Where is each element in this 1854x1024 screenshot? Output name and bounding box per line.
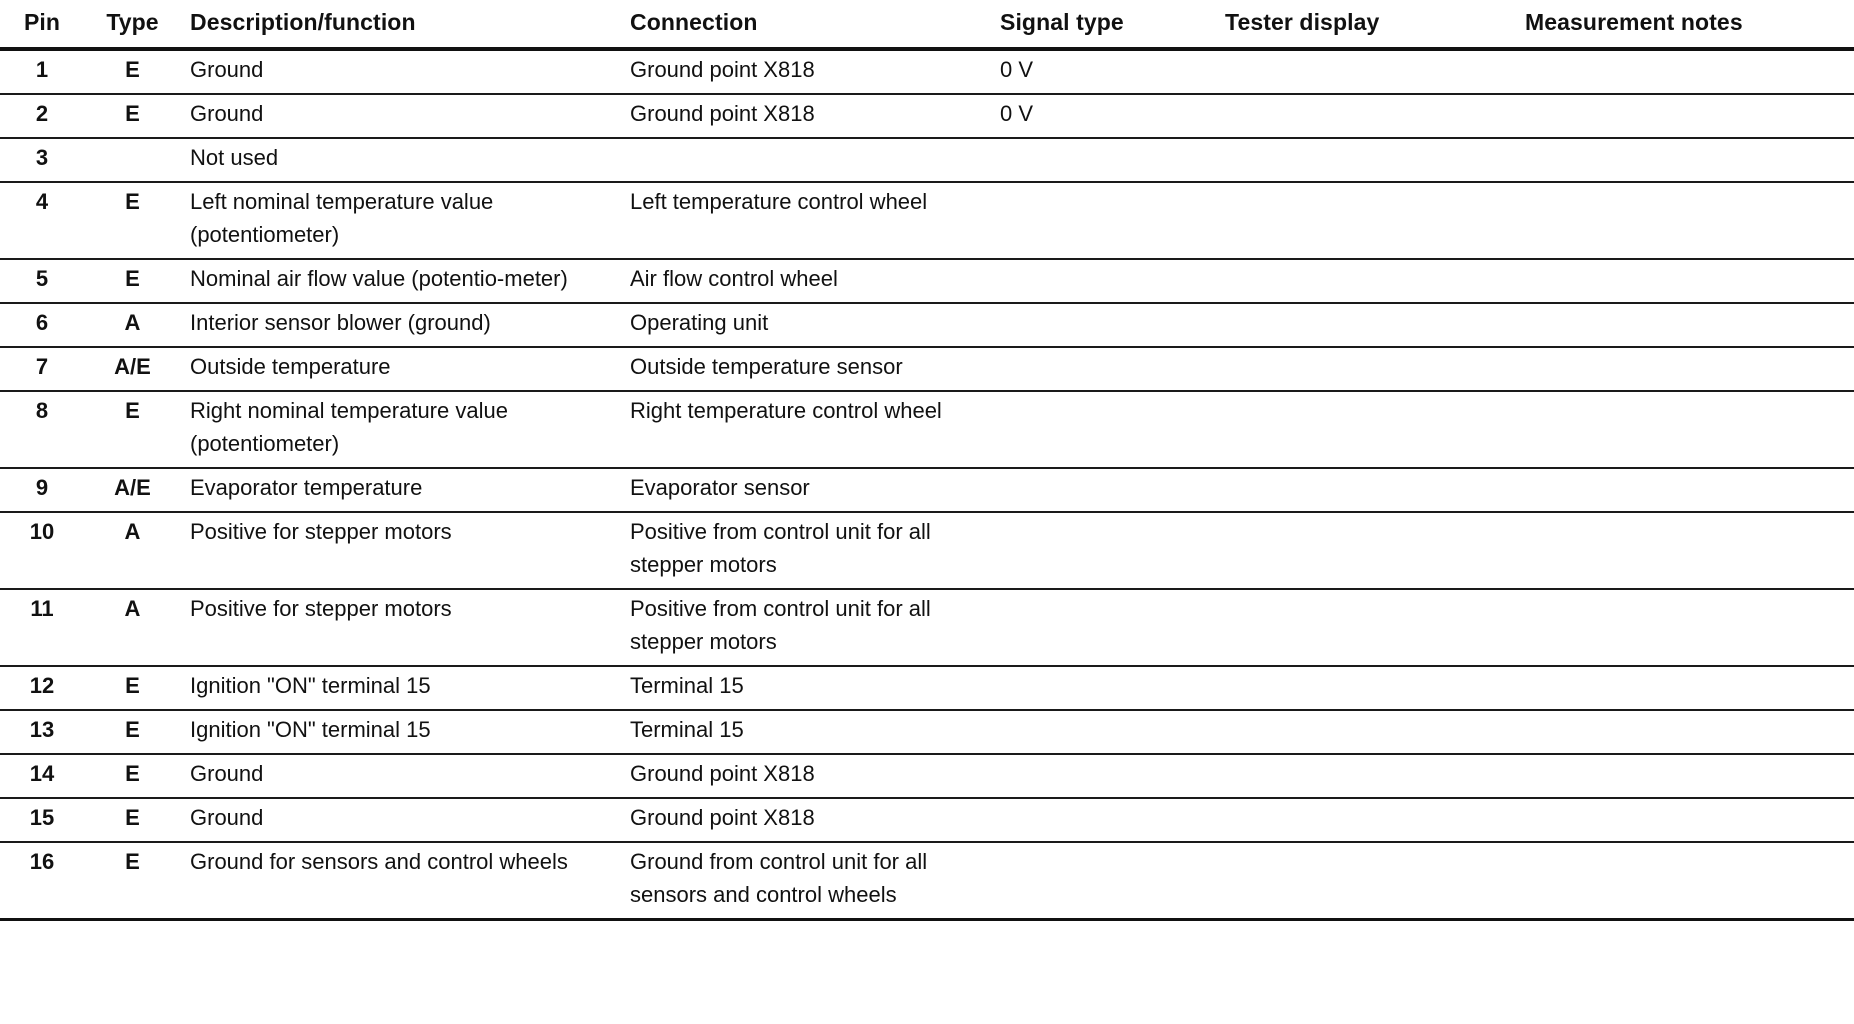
cell-signal-type — [1000, 710, 1225, 754]
cell-pin: 2 — [0, 94, 80, 138]
cell-measurement-notes — [1525, 138, 1854, 182]
header-pin: Pin — [0, 0, 80, 49]
cell-connection: Ground point X818 — [630, 94, 1000, 138]
cell-description: Ground — [185, 754, 630, 798]
cell-pin: 9 — [0, 468, 80, 512]
cell-pin: 10 — [0, 512, 80, 589]
cell-connection: Ground from control unit for all sensors and control wheels — [630, 842, 1000, 920]
cell-measurement-notes — [1525, 94, 1854, 138]
cell-type: E — [80, 710, 185, 754]
cell-pin: 15 — [0, 798, 80, 842]
cell-tester-display — [1225, 182, 1525, 259]
cell-measurement-notes — [1525, 754, 1854, 798]
table-row — [0, 754, 1854, 798]
cell-signal-type: 0 V — [1000, 49, 1225, 94]
cell-connection: Right temperature control wheel — [630, 391, 1000, 468]
cell-measurement-notes — [1525, 468, 1854, 512]
table-row — [0, 182, 1854, 259]
cell-tester-display — [1225, 589, 1525, 666]
cell-pin: 12 — [0, 666, 80, 710]
cell-connection: Ground point X818 — [630, 798, 1000, 842]
table-row — [0, 710, 1854, 754]
table-row — [0, 468, 1854, 512]
cell-connection: Ground point X818 — [630, 754, 1000, 798]
cell-signal-type — [1000, 798, 1225, 842]
cell-pin: 1 — [0, 49, 80, 94]
cell-description: Ignition "ON" terminal 15 — [185, 710, 630, 754]
cell-type: E — [80, 754, 185, 798]
cell-pin: 13 — [0, 710, 80, 754]
cell-type: A/E — [80, 347, 185, 391]
header-row — [0, 0, 1854, 49]
cell-connection: Positive from control unit for all stepper motors — [630, 512, 1000, 589]
table-row — [0, 138, 1854, 182]
table-row — [0, 512, 1854, 589]
cell-pin: 7 — [0, 347, 80, 391]
cell-signal-type: 0 V — [1000, 94, 1225, 138]
cell-measurement-notes — [1525, 303, 1854, 347]
cell-type: E — [80, 842, 185, 920]
cell-tester-display — [1225, 842, 1525, 920]
cell-description: Positive for stepper motors — [185, 512, 630, 589]
cell-pin: 4 — [0, 182, 80, 259]
cell-signal-type — [1000, 754, 1225, 798]
cell-description: Right nominal temperature value (potentiometer) — [185, 391, 630, 468]
header-signal-type: Signal type — [1000, 0, 1225, 49]
cell-connection: Terminal 15 — [630, 666, 1000, 710]
cell-signal-type — [1000, 259, 1225, 303]
cell-signal-type — [1000, 303, 1225, 347]
cell-signal-type — [1000, 138, 1225, 182]
cell-description: Positive for stepper motors — [185, 589, 630, 666]
cell-signal-type — [1000, 468, 1225, 512]
cell-measurement-notes — [1525, 391, 1854, 468]
cell-type: E — [80, 94, 185, 138]
header-connection: Connection — [630, 0, 1000, 49]
cell-signal-type — [1000, 512, 1225, 589]
cell-measurement-notes — [1525, 589, 1854, 666]
cell-signal-type — [1000, 842, 1225, 920]
cell-description: Ground — [185, 49, 630, 94]
cell-signal-type — [1000, 182, 1225, 259]
cell-pin: 11 — [0, 589, 80, 666]
header-tester-display: Tester display — [1225, 0, 1525, 49]
cell-pin: 14 — [0, 754, 80, 798]
cell-tester-display — [1225, 666, 1525, 710]
cell-description: Interior sensor blower (ground) — [185, 303, 630, 347]
cell-description: Nominal air flow value (potentio-meter) — [185, 259, 630, 303]
table-row — [0, 259, 1854, 303]
cell-connection: Left temperature control wheel — [630, 182, 1000, 259]
cell-type: E — [80, 798, 185, 842]
cell-connection: Outside temperature sensor — [630, 347, 1000, 391]
cell-tester-display — [1225, 798, 1525, 842]
cell-pin: 8 — [0, 391, 80, 468]
cell-type: E — [80, 182, 185, 259]
table-row — [0, 666, 1854, 710]
cell-pin: 6 — [0, 303, 80, 347]
cell-measurement-notes — [1525, 512, 1854, 589]
cell-measurement-notes — [1525, 842, 1854, 920]
cell-pin: 5 — [0, 259, 80, 303]
cell-connection: Ground point X818 — [630, 49, 1000, 94]
cell-connection: Positive from control unit for all stepper motors — [630, 589, 1000, 666]
cell-signal-type — [1000, 347, 1225, 391]
cell-signal-type — [1000, 666, 1225, 710]
cell-connection: Operating unit — [630, 303, 1000, 347]
cell-description: Not used — [185, 138, 630, 182]
table-row — [0, 49, 1854, 94]
table-body — [0, 49, 1854, 920]
cell-description: Left nominal temperature value (potentiometer) — [185, 182, 630, 259]
cell-pin: 3 — [0, 138, 80, 182]
cell-tester-display — [1225, 754, 1525, 798]
cell-measurement-notes — [1525, 347, 1854, 391]
header-type: Type — [80, 0, 185, 49]
cell-connection — [630, 138, 1000, 182]
cell-tester-display — [1225, 49, 1525, 94]
cell-tester-display — [1225, 94, 1525, 138]
cell-type: A — [80, 512, 185, 589]
table-row — [0, 798, 1854, 842]
cell-connection: Air flow control wheel — [630, 259, 1000, 303]
cell-measurement-notes — [1525, 49, 1854, 94]
cell-connection: Evaporator sensor — [630, 468, 1000, 512]
cell-measurement-notes — [1525, 182, 1854, 259]
cell-description: Ground — [185, 798, 630, 842]
cell-description: Ground for sensors and control wheels — [185, 842, 630, 920]
table-header — [0, 0, 1854, 49]
cell-type: A/E — [80, 468, 185, 512]
cell-tester-display — [1225, 468, 1525, 512]
cell-tester-display — [1225, 512, 1525, 589]
cell-tester-display — [1225, 303, 1525, 347]
cell-signal-type — [1000, 391, 1225, 468]
cell-description: Evaporator temperature — [185, 468, 630, 512]
cell-signal-type — [1000, 589, 1225, 666]
cell-type: E — [80, 391, 185, 468]
cell-type — [80, 138, 185, 182]
table-row — [0, 589, 1854, 666]
table-row — [0, 94, 1854, 138]
cell-description: Ignition "ON" terminal 15 — [185, 666, 630, 710]
table-row — [0, 347, 1854, 391]
cell-type: E — [80, 259, 185, 303]
cell-description: Outside temperature — [185, 347, 630, 391]
cell-measurement-notes — [1525, 259, 1854, 303]
table-row — [0, 391, 1854, 468]
cell-type: E — [80, 49, 185, 94]
cell-tester-display — [1225, 710, 1525, 754]
cell-type: A — [80, 589, 185, 666]
cell-measurement-notes — [1525, 798, 1854, 842]
cell-connection: Terminal 15 — [630, 710, 1000, 754]
cell-tester-display — [1225, 138, 1525, 182]
cell-measurement-notes — [1525, 666, 1854, 710]
header-measurement-notes: Measurement notes — [1525, 0, 1854, 49]
table-row — [0, 303, 1854, 347]
cell-measurement-notes — [1525, 710, 1854, 754]
table-row — [0, 842, 1854, 920]
cell-tester-display — [1225, 347, 1525, 391]
cell-type: A — [80, 303, 185, 347]
cell-tester-display — [1225, 391, 1525, 468]
cell-type: E — [80, 666, 185, 710]
cell-description: Ground — [185, 94, 630, 138]
header-description: Description/function — [185, 0, 630, 49]
cell-tester-display — [1225, 259, 1525, 303]
cell-pin: 16 — [0, 842, 80, 920]
